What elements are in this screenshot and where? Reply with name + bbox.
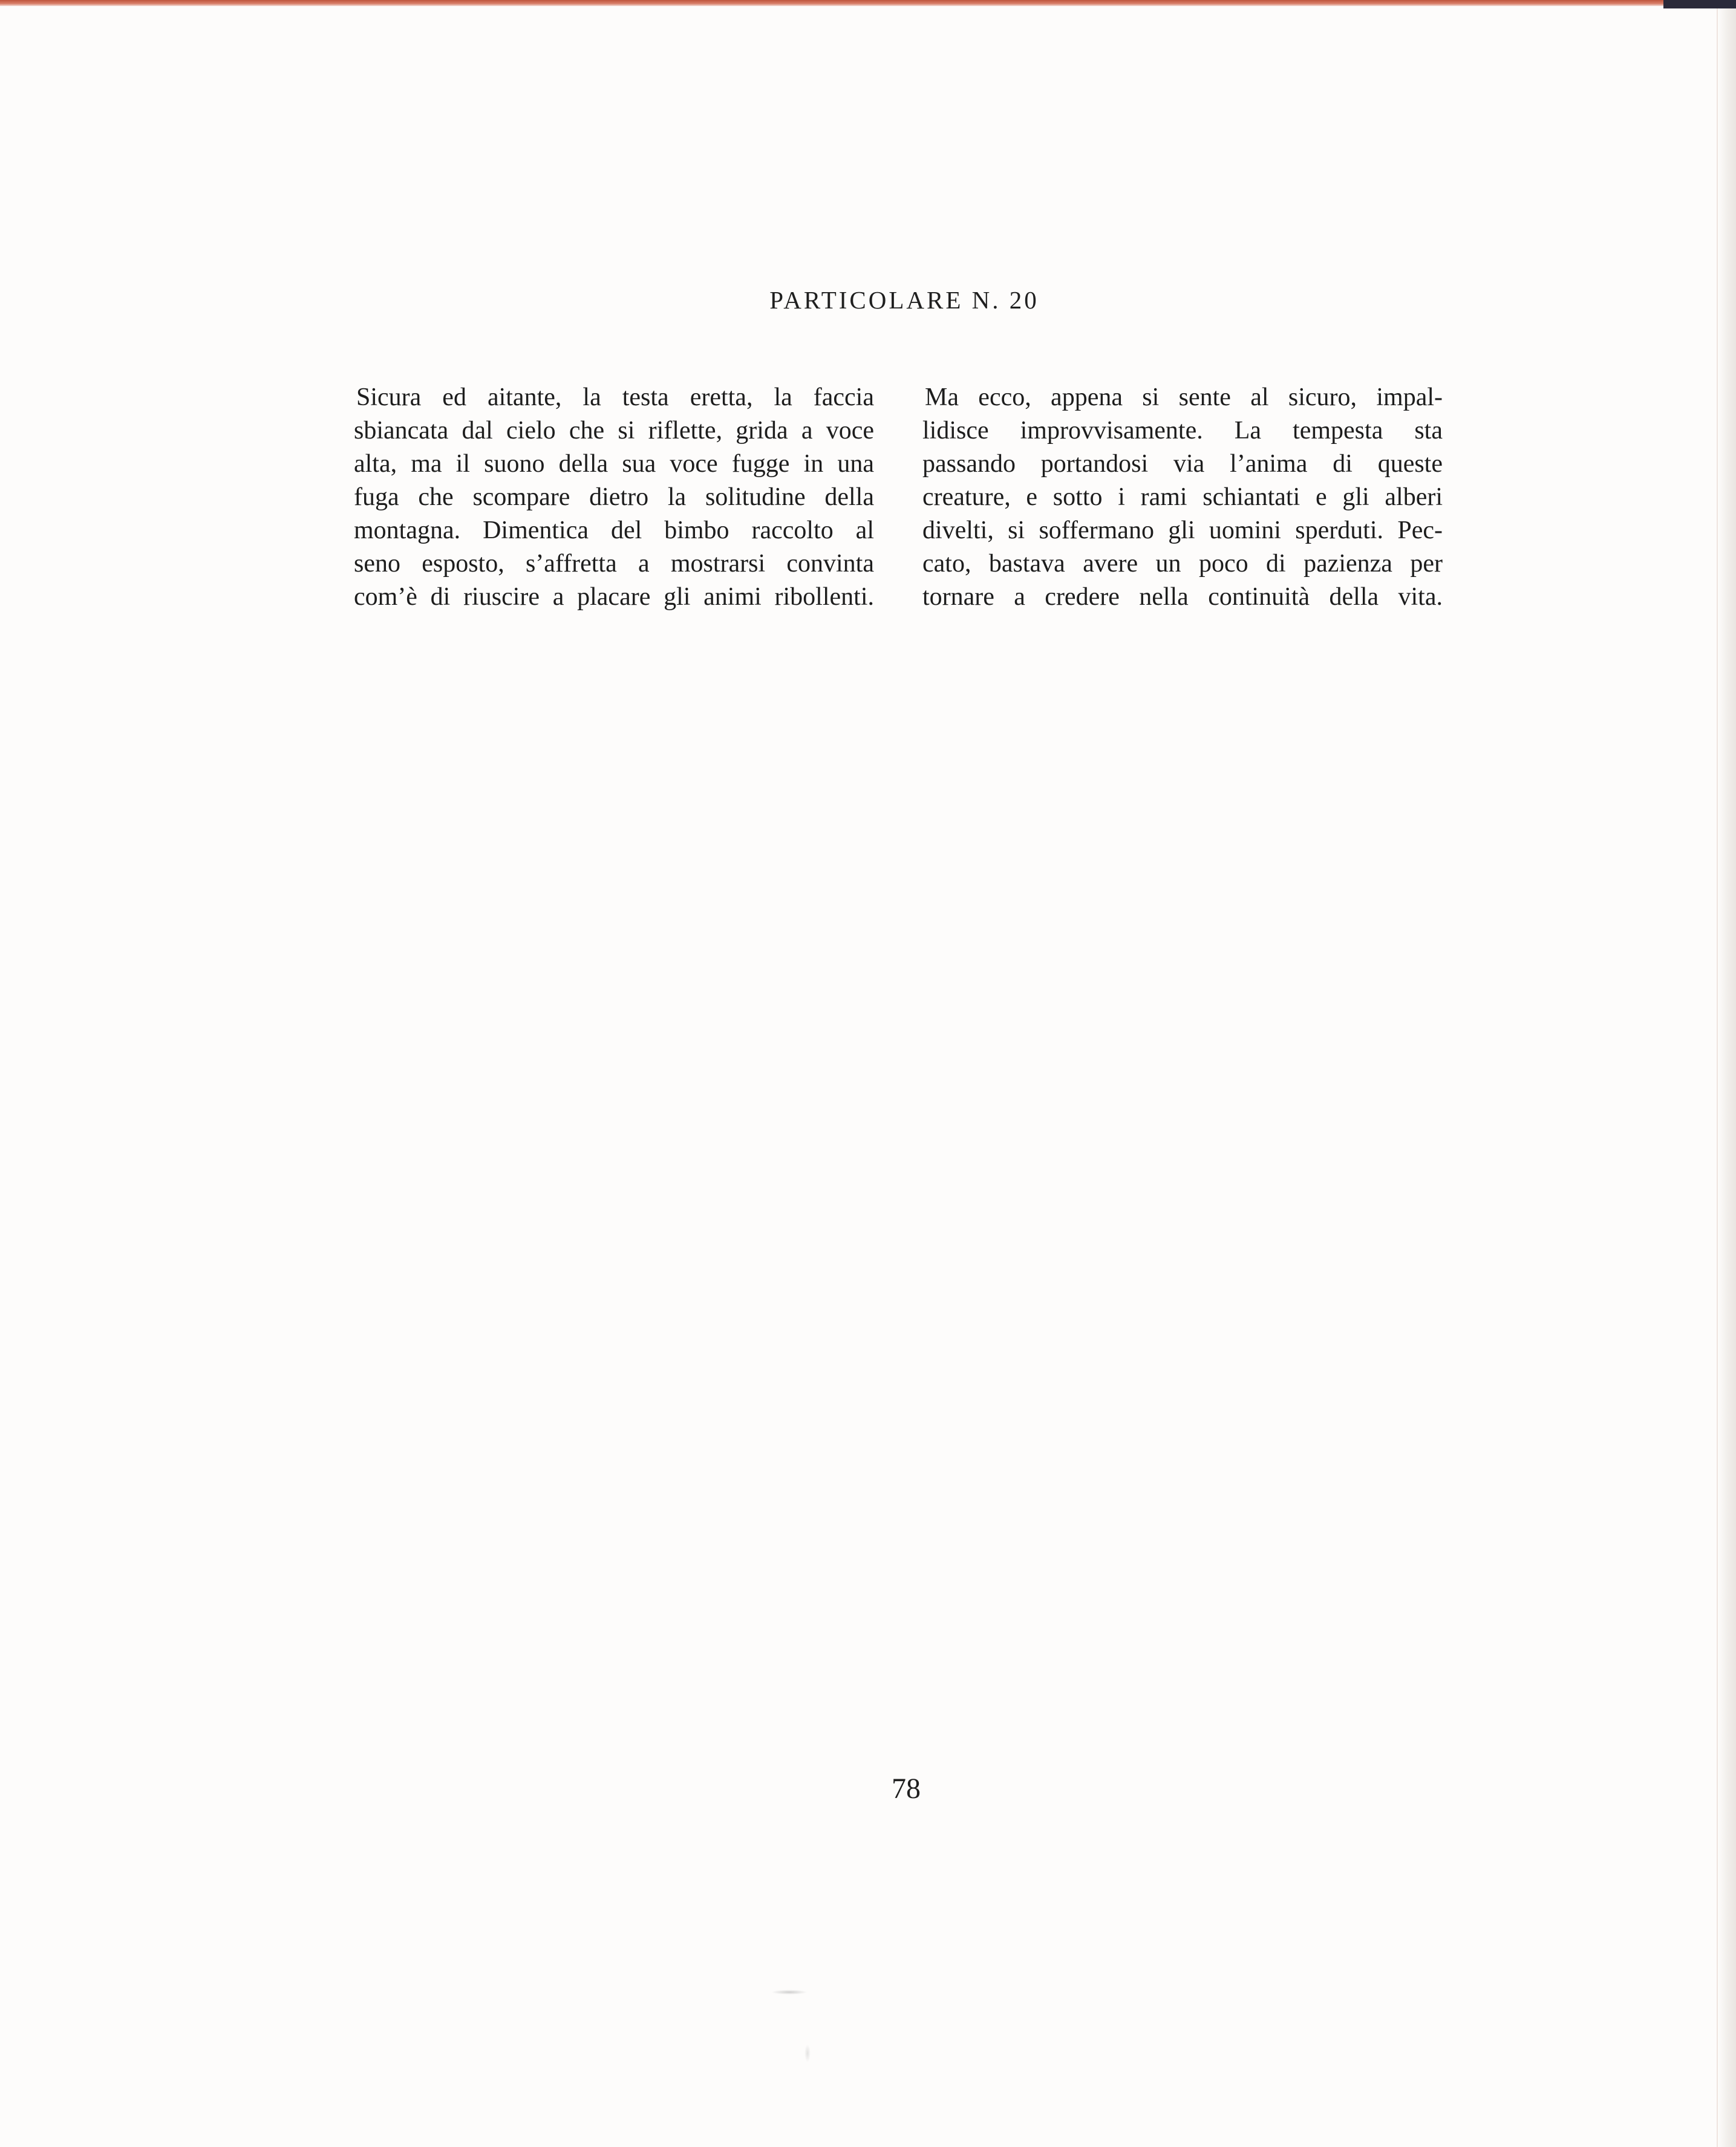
text-line: Ma ecco, appena si sente al sicuro, impal- [925,383,1443,411]
text-line: divelti, si soffermano gli uomini sperduti. Pec- [922,516,1443,544]
text-line: com’è di riuscire a placare gli animi ribollenti. [354,583,874,611]
paper-smudge [804,2044,811,2062]
text-line: sbiancata dal cielo che si riflette, grida a voce [354,417,874,445]
text-line: Sicura ed aitante, la testa eretta, la faccia [356,383,874,411]
text-line: alta, ma il suono della sua voce fugge in una [354,450,874,478]
text-line: fuga che scompare dietro la solitudine della [354,483,874,511]
page-right-edge [1718,8,1736,2147]
right-text-column [922,381,1443,614]
text-line: passando portandosi via l’anima di queste [922,450,1443,478]
text-line: tornare a credere nella continuità della vita. [922,583,1443,611]
page-top-edge [0,0,1736,6]
text-line: montagna. Dimentica del bimbo raccolto al [354,516,874,544]
text-line: seno esposto, s’affretta a mostrarsi convinta [354,550,874,578]
text-line: cato, bastava avere un poco di pazienza per [922,550,1443,578]
page-number: 78 [892,1773,921,1805]
paper-smudge [771,1990,808,1995]
text-line: lidisce improvvisamente. La tempesta sta [922,417,1443,445]
left-text-column [354,381,874,614]
page-heading: PARTICOLARE N. 20 [769,286,1039,314]
page-corner-edge [1663,0,1736,8]
text-line: creature, e sotto i rami schiantati e gli alberi [922,483,1443,511]
